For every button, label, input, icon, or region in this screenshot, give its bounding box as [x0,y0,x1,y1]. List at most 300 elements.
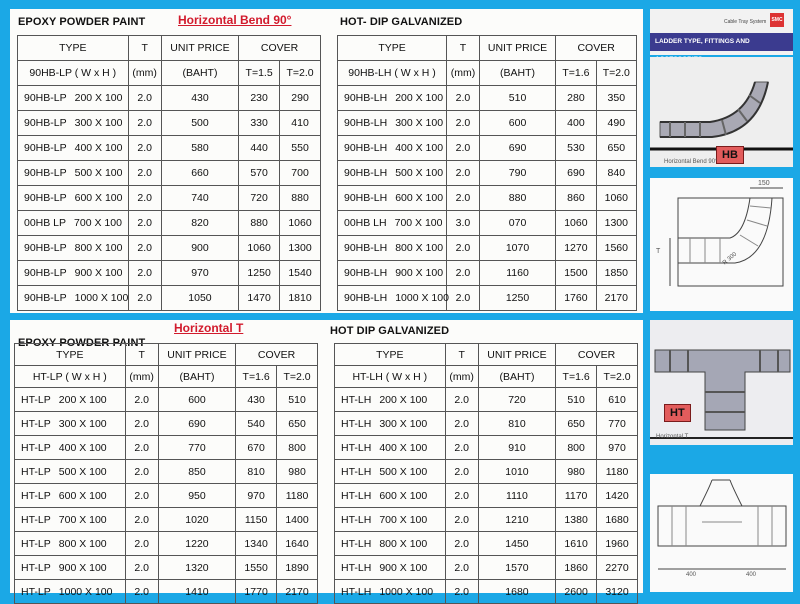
thickness-cell: 2.0 [445,508,478,532]
cover-t1-cell: 1500 [556,261,596,286]
price-cell: 600 [158,388,235,412]
col-cover-t1-header: T=1.6 [236,366,277,388]
thickness-cell: 2.0 [445,556,478,580]
col-price-header: UNIT PRICE [478,344,555,366]
type-size: 600 X 100 [395,192,444,204]
cover-t2-cell: 1060 [280,211,321,236]
table-row [18,186,321,211]
hb-galv-table [337,35,637,311]
price-cell: 1050 [161,286,238,311]
type-cell [335,532,446,556]
table-row [15,532,318,556]
cover-t2-cell: 1810 [280,286,321,311]
cover-t2-cell: 970 [597,436,638,460]
col-currency-subheader: (BAHT) [161,61,238,86]
hb-dimension-drawing-icon [650,178,793,311]
price-cell: 1570 [478,556,555,580]
col-type-header: TYPE [335,344,446,366]
dim-radius-label: R 300 [721,251,739,267]
price-cell: 580 [161,136,238,161]
hb-epoxy-title: EPOXY POWDER PAINT [18,16,146,28]
price-cell: 900 [161,236,238,261]
type-code: 90HB-LH [344,167,388,179]
cover-t1-cell: 880 [239,211,280,236]
type-size: 1000 X 100 [74,292,129,304]
table-row [335,556,638,580]
type-cell [18,211,129,236]
type-code: HT-LP [21,585,51,598]
table-row [338,211,637,236]
table-row [335,412,638,436]
price-cell: 1410 [158,580,235,604]
table-row [15,388,318,412]
price-cell: 950 [158,484,235,508]
type-size: 900 X 100 [58,561,107,574]
thickness-cell: 2.0 [128,236,161,261]
col-cover-t2-header: T=2.0 [280,61,321,86]
cover-t1-cell: 400 [556,111,596,136]
thickness-cell: 2.0 [125,532,158,556]
thickness-cell: 2.0 [125,556,158,580]
col-type-subheader: HT-LH ( W x H ) [335,366,446,388]
type-code: 90HB-LP [24,242,67,254]
cover-t2-cell: 3120 [597,580,638,604]
cover-t1-cell: 330 [239,111,280,136]
cover-t1-cell: 1150 [236,508,277,532]
price-cell: 1010 [478,460,555,484]
cover-t1-cell: 1060 [556,211,596,236]
table-row [335,484,638,508]
cover-t2-cell: 980 [277,460,318,484]
type-cell [335,388,446,412]
type-size: 500 X 100 [379,465,428,478]
type-code: HT-LH [341,465,372,478]
hb-section-title: Horizontal Bend 90° [178,13,292,27]
price-cell: 500 [161,111,238,136]
table-row [335,532,638,556]
table-row [18,236,321,261]
col-cover-t2-header: T=2.0 [277,366,318,388]
thickness-cell: 2.0 [445,388,478,412]
thickness-cell: 2.0 [447,136,480,161]
cover-t1-cell: 1760 [556,286,596,311]
thickness-cell: 2.0 [125,436,158,460]
type-code: 90HB-LP [24,92,67,104]
cover-t1-cell: 980 [556,460,597,484]
col-cover-header: COVER [556,344,638,366]
col-price-header: UNIT PRICE [161,36,238,61]
type-size: 300 X 100 [395,117,444,129]
type-size: 500 X 100 [58,465,107,478]
cover-t1-cell: 1610 [556,532,597,556]
type-code: 90HB-LH [344,117,388,129]
type-cell [18,136,129,161]
col-unit-subheader: (mm) [125,366,158,388]
hb-photo [650,57,793,167]
ht-drawing [650,474,793,592]
price-cell: 660 [161,161,238,186]
type-cell [338,211,447,236]
cover-t2-cell: 1180 [277,484,318,508]
col-unit-subheader: (mm) [445,366,478,388]
type-cell [18,286,129,311]
cover-t2-cell: 1850 [596,261,636,286]
thickness-cell: 2.0 [447,161,480,186]
type-size: 800 X 100 [379,537,428,550]
dim-150-label: 150 [758,180,770,187]
type-code: HT-LP [21,465,51,478]
table-row [15,460,318,484]
type-cell [338,236,447,261]
col-unit-subheader: (mm) [128,61,161,86]
cover-t2-cell: 650 [277,412,318,436]
table-row [18,161,321,186]
type-size: 400 X 100 [58,441,107,454]
col-thickness-header: T [128,36,161,61]
type-code: HT-LP [21,513,51,526]
cover-t2-cell: 1400 [277,508,318,532]
hb-epoxy-table [17,35,321,311]
type-size: 1000 X 100 [379,585,434,598]
cover-t1-cell: 1470 [239,286,280,311]
table-row [18,111,321,136]
type-code: 90HB-LH [344,267,388,279]
type-code: 90HB-LP [24,292,67,304]
type-cell [335,580,446,604]
type-size: 900 X 100 [379,561,428,574]
cover-t2-cell: 2170 [596,286,636,311]
cover-t2-cell: 1420 [597,484,638,508]
price-cell: 1220 [158,532,235,556]
table-row [15,436,318,460]
cover-t1-cell: 570 [239,161,280,186]
ht-section-title: Horizontal T [174,321,244,335]
table-row [338,111,637,136]
price-cell: 720 [478,388,555,412]
cover-t2-cell: 1640 [277,532,318,556]
type-code: 90HB-LP [24,117,67,129]
cover-t1-cell: 530 [556,136,596,161]
table-row [335,388,638,412]
cover-t2-cell: 1180 [597,460,638,484]
thickness-cell: 2.0 [445,580,478,604]
type-code: HT-LP [21,417,51,430]
cover-t2-cell: 490 [596,111,636,136]
type-cell [15,460,126,484]
thickness-cell: 2.0 [447,286,480,311]
dim-400-right-label: 400 [746,572,757,578]
type-code: HT-LH [341,417,372,430]
type-cell [338,111,447,136]
cover-t1-cell: 1270 [556,236,596,261]
cover-t1-cell: 810 [236,460,277,484]
col-price-header: UNIT PRICE [479,36,555,61]
type-code: 90HB-LH [344,292,388,304]
price-cell: 740 [161,186,238,211]
thickness-cell: 2.0 [447,186,480,211]
type-size: 800 X 100 [74,242,123,254]
table-row [335,508,638,532]
thickness-cell: 2.0 [447,86,480,111]
type-code: 90HB-LH [344,142,388,154]
type-size: 500 X 100 [395,167,444,179]
thickness-cell: 2.0 [125,412,158,436]
type-code: HT-LP [21,393,51,406]
table-row [18,86,321,111]
price-cell: 910 [478,436,555,460]
type-size: 800 X 100 [395,242,444,254]
cover-t2-cell: 290 [280,86,321,111]
cover-t1-cell: 1380 [556,508,597,532]
col-thickness-header: T [125,344,158,366]
type-cell [18,86,129,111]
cover-t2-cell: 610 [597,388,638,412]
thickness-cell: 2.0 [128,161,161,186]
table-row [18,261,321,286]
cover-t1-cell: 1860 [556,556,597,580]
type-size: 400 X 100 [74,142,123,154]
hb-price-panel [10,9,643,313]
cover-t1-cell: 860 [556,186,596,211]
price-cell: 600 [479,111,555,136]
type-cell [15,388,126,412]
col-type-header: TYPE [338,36,447,61]
type-cell [335,508,446,532]
type-cell [18,236,129,261]
type-cell [335,556,446,580]
type-size: 1000 X 100 [58,585,113,598]
type-cell [338,136,447,161]
price-cell: 690 [479,136,555,161]
thickness-cell: 2.0 [447,261,480,286]
ht-caption: Horizontal T [656,434,689,440]
type-size: 200 X 100 [379,393,428,406]
col-type-subheader: 90HB-LH ( W x H ) [338,61,447,86]
table-row [338,286,637,311]
cover-t1-cell: 1060 [239,236,280,261]
type-size: 400 X 100 [379,441,428,454]
ht-galv-title: HOT DIP GALVANIZED [330,325,450,337]
cover-t2-cell: 770 [597,412,638,436]
hb-galv-title: HOT- DIP GALVANIZED [340,16,463,28]
type-cell [15,412,126,436]
col-price-header: UNIT PRICE [158,344,235,366]
hb-drawing [650,178,793,311]
type-size: 700 X 100 [58,513,107,526]
table-row [18,211,321,236]
col-cover-t2-header: T=2.0 [596,61,636,86]
table-row [15,484,318,508]
cover-t1-cell: 510 [556,388,597,412]
cover-t2-cell: 840 [596,161,636,186]
type-code: 90HB-LH [344,192,388,204]
hb-caption: Horizontal Bend 90° [664,159,718,165]
cover-t1-cell: 1250 [239,261,280,286]
type-cell [18,111,129,136]
thickness-cell: 2.0 [125,460,158,484]
type-size: 300 X 100 [379,417,428,430]
type-cell [335,436,446,460]
price-cell: 790 [479,161,555,186]
thickness-cell: 2.0 [445,460,478,484]
ht-dimension-drawing-icon [650,474,793,592]
col-cover-t1-header: T=1.5 [239,61,280,86]
price-cell: 820 [161,211,238,236]
type-size: 800 X 100 [58,537,107,550]
type-cell [15,580,126,604]
col-type-header: TYPE [15,344,126,366]
type-size: 600 X 100 [379,489,428,502]
type-cell [338,86,447,111]
type-code: 90HB-LP [24,167,67,179]
cover-t1-cell: 690 [556,161,596,186]
type-size: 300 X 100 [74,117,123,129]
cover-t1-cell: 540 [236,412,277,436]
type-size: 700 X 100 [379,513,428,526]
col-cover-header: COVER [556,36,637,61]
cover-t1-cell: 670 [236,436,277,460]
cover-t2-cell: 1300 [280,236,321,261]
type-size: 700 X 100 [394,217,443,229]
table-row [18,286,321,311]
type-size: 500 X 100 [74,167,123,179]
col-unit-subheader: (mm) [447,61,480,86]
cover-t1-cell: 1170 [556,484,597,508]
price-cell: 1450 [478,532,555,556]
ht-epoxy-table [14,343,318,604]
cover-t2-cell: 410 [280,111,321,136]
cover-t2-cell: 550 [280,136,321,161]
catalog-header [650,9,793,55]
type-cell [18,186,129,211]
type-size: 200 X 100 [58,393,107,406]
type-code: 90HB-LP [24,267,67,279]
col-thickness-header: T [447,36,480,61]
table-row [335,580,638,604]
price-cell: 510 [479,86,555,111]
type-size: 600 X 100 [74,192,123,204]
thickness-cell: 2.0 [128,136,161,161]
table-row [15,556,318,580]
cover-t2-cell: 1300 [596,211,636,236]
price-cell: 430 [161,86,238,111]
type-code: 90HB-LH [344,242,388,254]
type-size: 900 X 100 [395,267,444,279]
type-cell [335,484,446,508]
type-cell [15,484,126,508]
cover-t2-cell: 2270 [597,556,638,580]
type-code: HT-LH [341,393,372,406]
thickness-cell: 2.0 [445,484,478,508]
brand-logo: SMC [770,13,784,27]
table-row [338,186,637,211]
col-type-subheader: 90HB-LP ( W x H ) [18,61,129,86]
table-row [335,460,638,484]
type-cell [338,261,447,286]
table-row [338,136,637,161]
type-code: 90HB-LP [24,192,67,204]
type-cell [338,186,447,211]
price-cell: 970 [161,261,238,286]
table-row [15,508,318,532]
type-cell [338,286,447,311]
thickness-cell: 2.0 [128,286,161,311]
type-code: HT-LH [341,513,372,526]
cover-t1-cell: 1340 [236,532,277,556]
ht-epoxy-title: EPOXY POWDER PAINT [18,337,146,349]
price-cell: 1680 [478,580,555,604]
cover-t2-cell: 650 [596,136,636,161]
price-cell: 1070 [479,236,555,261]
ht-label: HT [664,404,691,422]
col-cover-t2-header: T=2.0 [597,366,638,388]
type-code: HT-LP [21,489,51,502]
cover-t2-cell: 1560 [596,236,636,261]
cover-t2-cell: 1060 [596,186,636,211]
type-code: 90HB-LP [24,142,67,154]
table-row [338,86,637,111]
table-row [338,261,637,286]
table-row [15,580,318,604]
type-size: 400 X 100 [395,142,444,154]
price-cell: 690 [158,412,235,436]
hb-label: HB [716,146,744,164]
price-cell: 1320 [158,556,235,580]
cover-t2-cell: 800 [277,436,318,460]
table-row [15,412,318,436]
type-code: HT-LH [341,561,372,574]
table-row [335,436,638,460]
type-code: HT-LH [341,489,372,502]
dim-t-label: T [656,248,661,255]
type-cell [15,508,126,532]
thickness-cell: 2.0 [128,211,161,236]
type-size: 1000 X 100 [395,292,449,304]
thickness-cell: 2.0 [125,484,158,508]
table-row [338,161,637,186]
thickness-cell: 2.0 [125,388,158,412]
price-cell: 850 [158,460,235,484]
cover-t2-cell: 1540 [280,261,321,286]
type-code: 90HB-LH [344,92,388,104]
price-cell: 1160 [479,261,555,286]
col-type-subheader: HT-LP ( W x H ) [15,366,126,388]
type-code: 00HB LH [344,217,387,229]
cover-t2-cell: 510 [277,388,318,412]
cover-t1-cell: 2600 [556,580,597,604]
type-cell [335,460,446,484]
price-cell: 1020 [158,508,235,532]
price-cell: 880 [479,186,555,211]
col-currency-subheader: (BAHT) [478,366,555,388]
thickness-cell: 2.0 [128,186,161,211]
type-code: HT-LH [341,441,372,454]
table-row [338,236,637,261]
type-size: 300 X 100 [58,417,107,430]
type-cell [15,436,126,460]
type-code: HT-LP [21,537,51,550]
type-size: 900 X 100 [74,267,123,279]
cover-t1-cell: 440 [239,136,280,161]
col-currency-subheader: (BAHT) [479,61,555,86]
cover-t2-cell: 700 [280,161,321,186]
cover-t2-cell: 1680 [597,508,638,532]
logo-caption: Cable Tray System [724,19,767,25]
table-row [18,136,321,161]
cover-t1-cell: 430 [236,388,277,412]
type-cell [18,161,129,186]
cover-t1-cell: 720 [239,186,280,211]
